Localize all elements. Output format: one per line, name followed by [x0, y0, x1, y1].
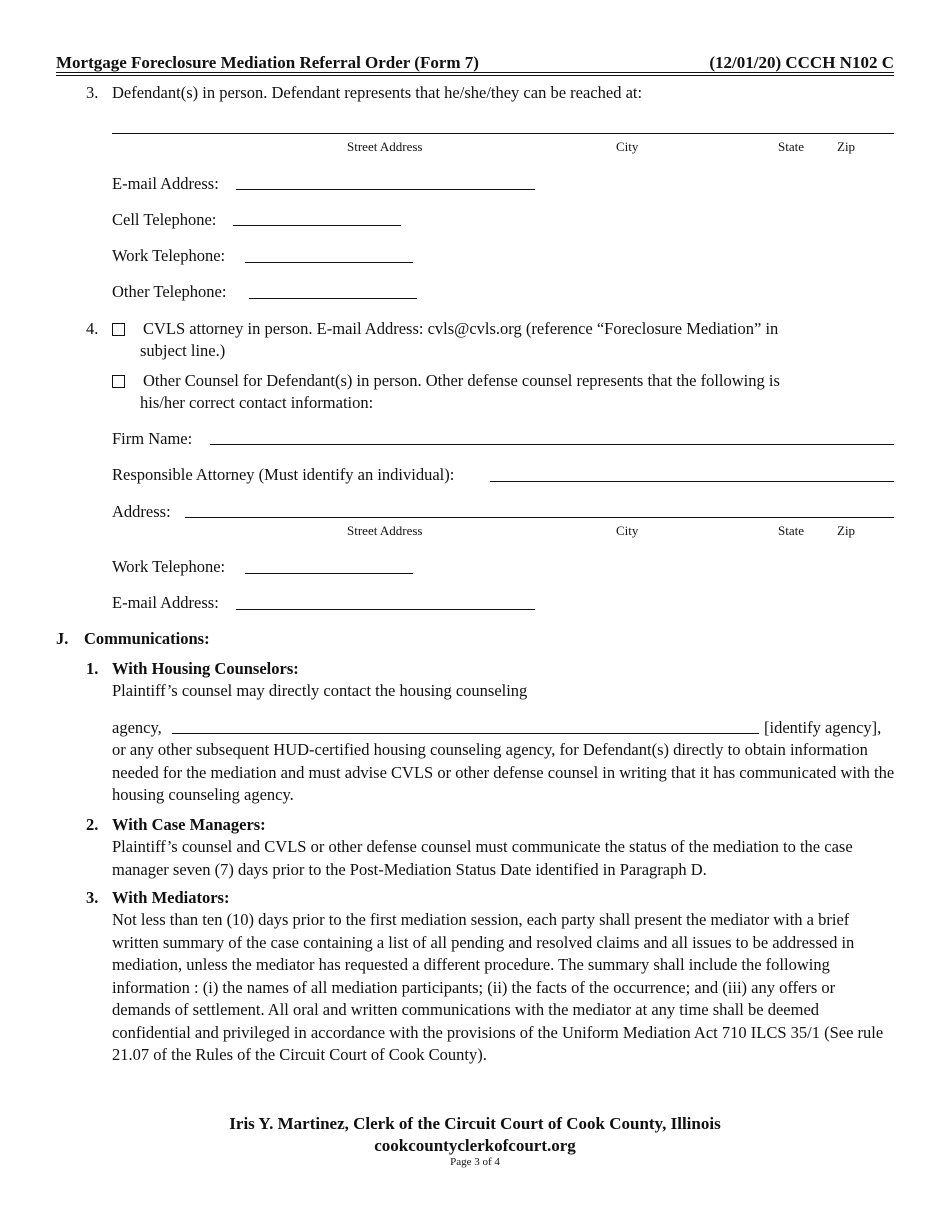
firm-name-field[interactable] [210, 444, 894, 445]
s1-identify-agency: [identify agency], [764, 718, 882, 737]
address-label: Address: [112, 502, 171, 521]
section-j-letter: J. [56, 629, 69, 648]
s1-agency-label: agency, [112, 718, 162, 737]
cvls-text-line2: subject line.) [140, 341, 226, 360]
header-rule [56, 72, 894, 73]
agency-field[interactable] [172, 733, 759, 734]
footer-clerk: Iris Y. Martinez, Clerk of the Circuit Court of Cook County, Illinois [229, 1114, 721, 1133]
other-counsel-checkbox[interactable] [112, 374, 125, 392]
s2-number: 2. [86, 815, 99, 834]
responsible-attorney-label: Responsible Attorney (Must identify an individual): [112, 465, 455, 484]
item3-text: Defendant(s) in person. Defendant represents that he/she/they can be reached at: [112, 83, 643, 102]
item4-number: 4. [86, 319, 99, 338]
section-j-title: Communications: [84, 629, 210, 648]
street-address-label-2: Street Address [347, 523, 423, 538]
zip-label-2: Zip [837, 523, 856, 538]
zip-label: Zip [837, 139, 856, 154]
s1-paragraph: or any other subsequent HUD-certified housing counseling agency, for Defendant(s) directly to obtain information needed for the mediation and must advise CVLS or other defense counsel in writing that it has communicated with the housing counseling agency. [112, 740, 895, 804]
address-field[interactable] [185, 517, 894, 518]
firm-name-label: Firm Name: [112, 429, 193, 448]
state-label-2: State [778, 523, 804, 538]
cvls-checkbox[interactable] [112, 322, 125, 340]
s3-paragraph: Not less than ten (10) days prior to the first mediation session, each party shall present the mediator with a brief written summary of the case containing a list of all pending and resolved claims and all issues to be addressed in mediation, unless the mediator has requested a different procedure. The summary shall include the following information : (i) the names of all mediation participants; (ii) the facts of the occurrence; and (iii) any offers or demands of settlement. All oral and written communications with the mediator at any time shall be deemed confidential and privileged in accordance with the provisions of the Uniform Mediation Act 710 ILCS 35/1 (See rule 21.07 of the Rules of the Circuit Court of Cook County). [112, 910, 884, 1064]
s2-title: With Case Managers: [112, 815, 266, 834]
other-telephone-field[interactable] [249, 298, 417, 299]
other-telephone-label: Other Telephone: [112, 282, 227, 301]
s3-number: 3. [86, 888, 99, 907]
item4-email-field[interactable] [236, 609, 535, 610]
s1-title: With Housing Counselors: [112, 659, 299, 678]
cell-telephone-field[interactable] [233, 225, 401, 226]
item4-work-telephone-label: Work Telephone: [112, 557, 226, 576]
item3-address-line[interactable] [112, 133, 894, 134]
city-label: City [616, 139, 639, 154]
s2-paragraph: Plaintiff’s counsel and CVLS or other defense counsel must communicate the status of the mediation to the case manager seven (7) days prior to the Post-Mediation Status Date identified in Paragraph D. [112, 837, 853, 879]
responsible-attorney-field[interactable] [490, 481, 894, 482]
cell-telephone-label: Cell Telephone: [112, 210, 217, 229]
item4-work-telephone-field[interactable] [245, 573, 413, 574]
item3-work-telephone-field[interactable] [245, 262, 413, 263]
cvls-text-line1: CVLS attorney in person. E-mail Address: cvls@cvls.org (reference “Foreclosure Mediation” in [143, 319, 779, 338]
item4-email-label: E-mail Address: [112, 593, 219, 612]
s1-number: 1. [86, 659, 99, 678]
state-label: State [778, 139, 804, 154]
item3-email-label: E-mail Address: [112, 174, 219, 193]
other-counsel-line1: Other Counsel for Defendant(s) in person. Other defense counsel represents that the following is [143, 371, 780, 390]
page-number: Page 3 of 4 [450, 1156, 500, 1168]
item3-number: 3. [86, 83, 99, 102]
footer-site: cookcountyclerkofcourt.org [374, 1136, 576, 1155]
form-title: Mortgage Foreclosure Mediation Referral Order (Form 7) [56, 53, 479, 72]
other-counsel-line2: his/her correct contact information: [140, 393, 374, 412]
form-code: (12/01/20) CCCH N102 C [709, 53, 894, 72]
header-rule-2 [56, 75, 894, 76]
item3-work-telephone-label: Work Telephone: [112, 246, 226, 265]
street-address-label: Street Address [347, 139, 423, 154]
s1-line1: Plaintiff’s counsel may directly contact the housing counseling [112, 681, 528, 700]
city-label-2: City [616, 523, 639, 538]
item3-email-field[interactable] [236, 189, 535, 190]
s3-title: With Mediators: [112, 888, 230, 907]
